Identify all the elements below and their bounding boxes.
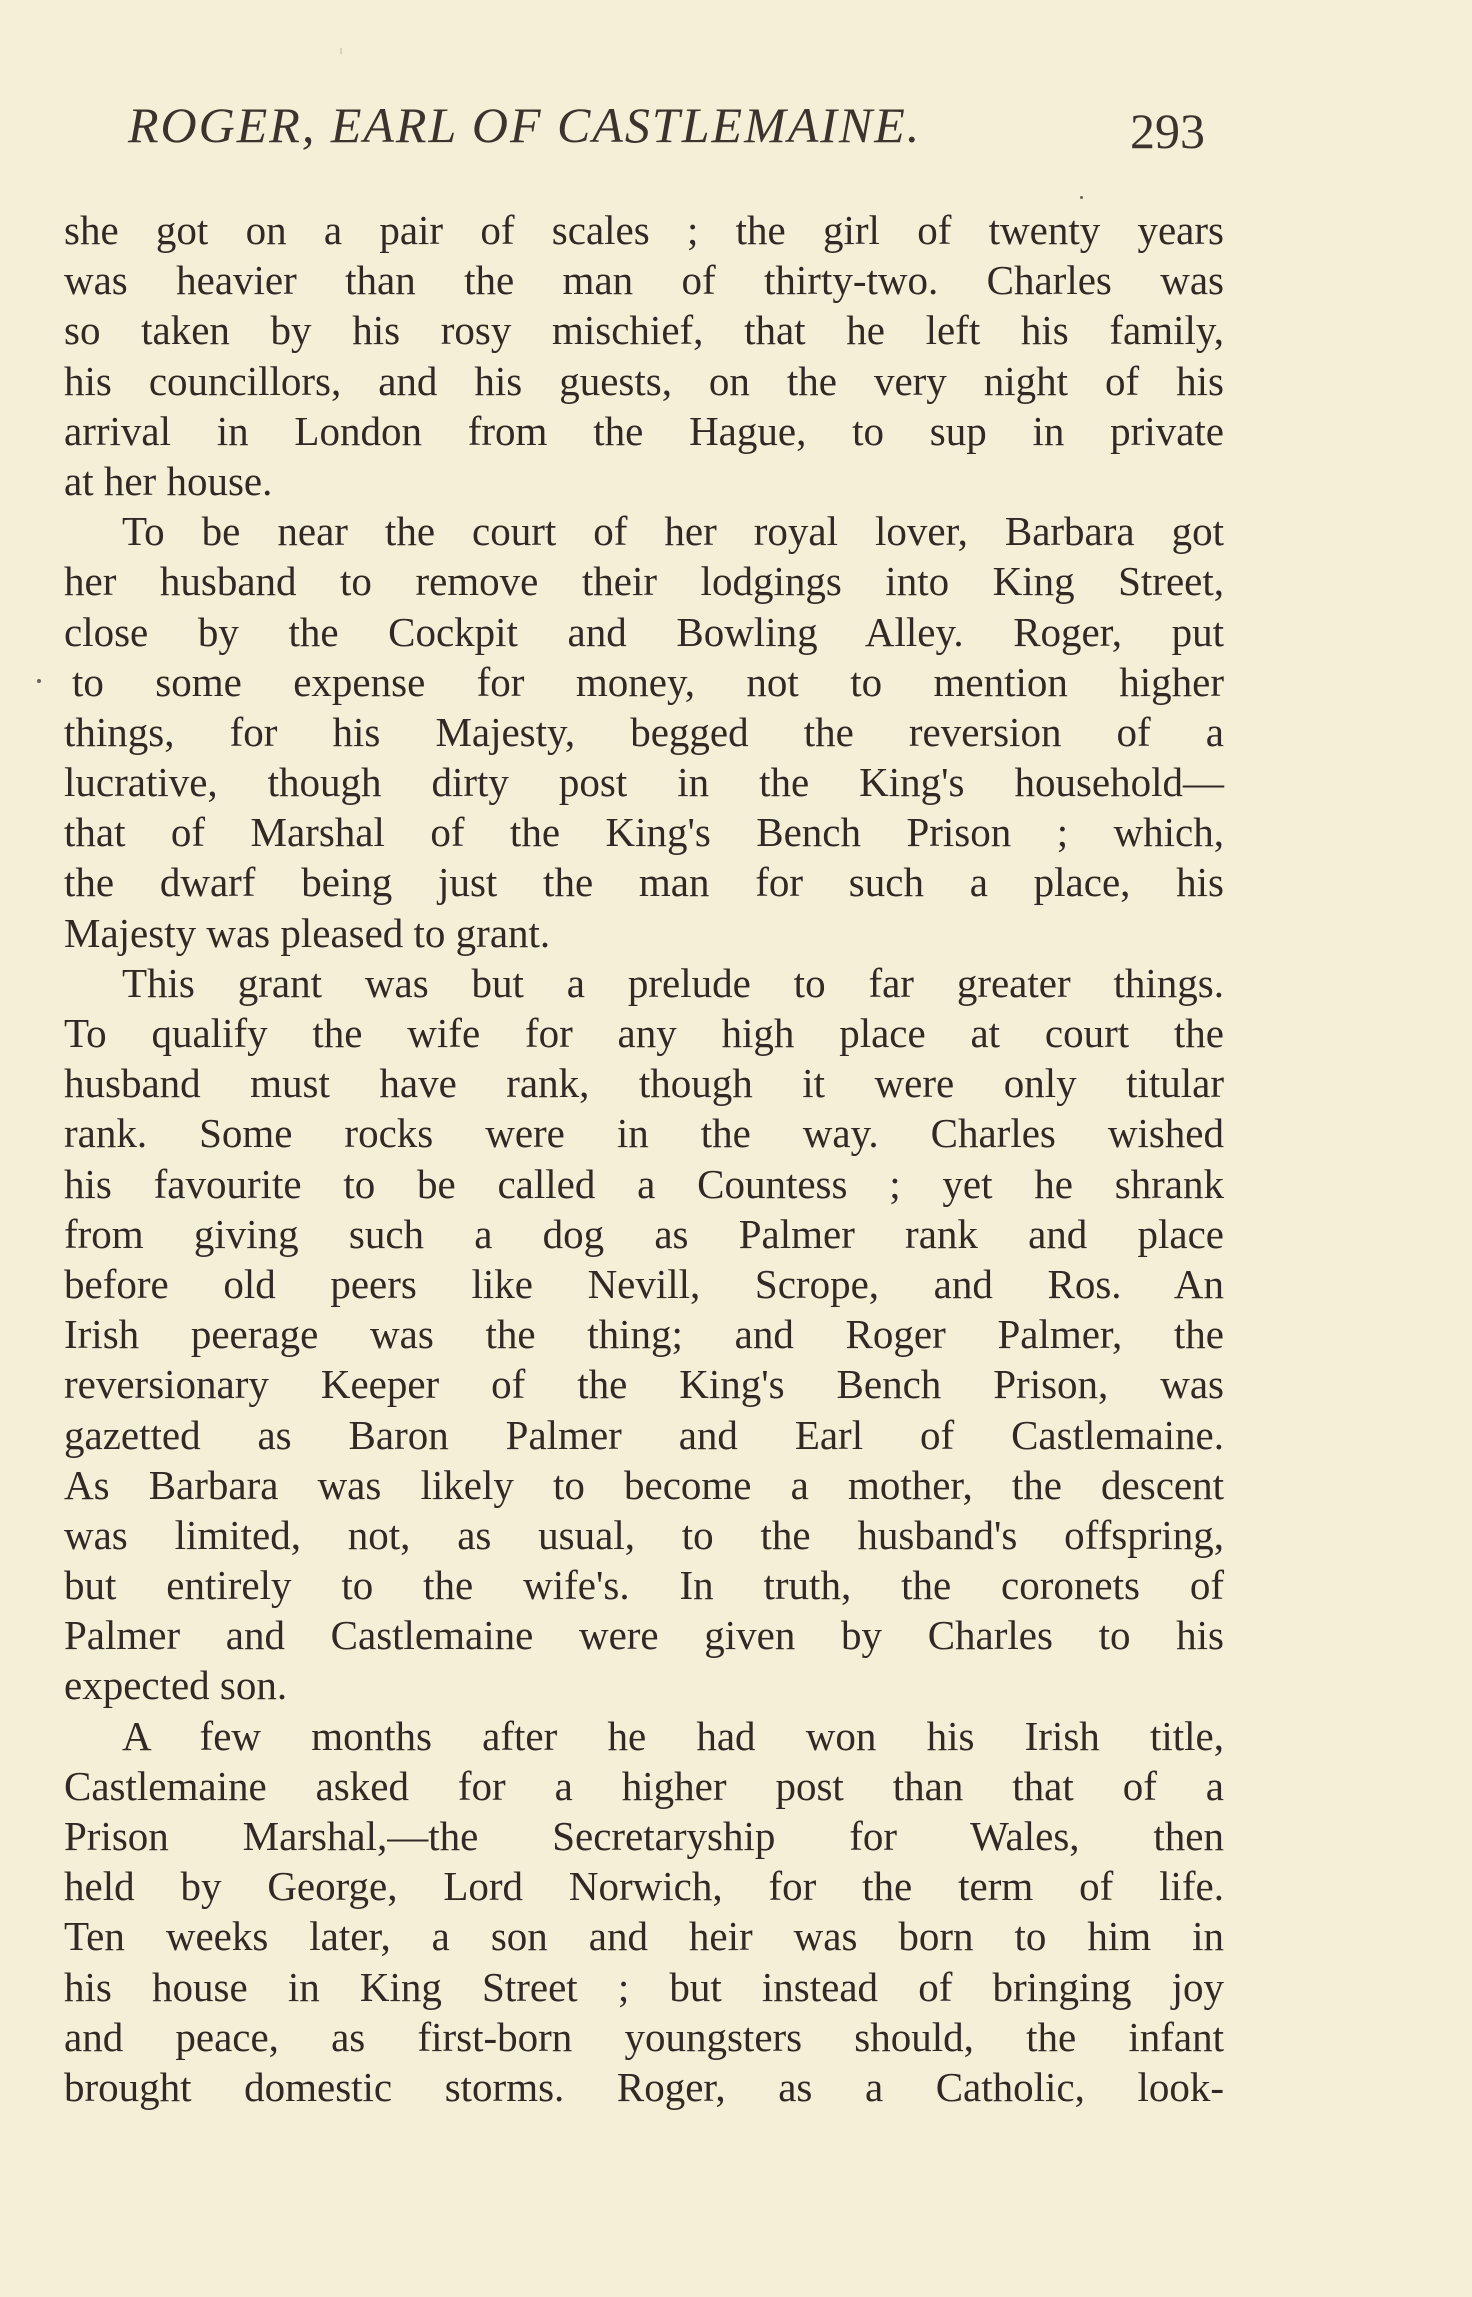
- text-line: at her house.: [64, 457, 273, 504]
- text-line: As Barbara was likely to become a mother, the descent: [64, 1461, 1224, 1508]
- text-line: her husband to remove their lodgings into King Street,: [64, 558, 1224, 605]
- paragraph-first-line: This grant was but a prelude to far greater things.: [122, 959, 1224, 1006]
- text-line: was heavier than the man of thirty-two. Charles was: [64, 257, 1224, 304]
- text-line: to some expense for money, not to mention higher: [72, 658, 1224, 705]
- text-line: the dwarf being just the man for such a place, his: [64, 859, 1224, 906]
- text-line: reversionary Keeper of the King's Bench Prison, was: [64, 1361, 1224, 1408]
- page-speck: [1080, 196, 1083, 199]
- text-line: that of Marshal of the King's Bench Prison ; which,: [64, 809, 1224, 856]
- text-line: Prison Marshal,—the Secretaryship for Wales, then: [64, 1813, 1224, 1859]
- text-line: she got on a pair of scales ; the girl of twenty years: [64, 207, 1224, 253]
- text-line: arrival in London from the Hague, to sup in private: [64, 407, 1224, 454]
- body-text: [64, 205, 1224, 2112]
- text-line: before old peers like Nevill, Scrope, and Ros. An: [64, 1260, 1224, 1307]
- page-speck: [340, 48, 342, 54]
- running-title: ROGER, EARL OF CASTLEMAINE.: [128, 97, 922, 153]
- paragraph-first-line: A few months after he had won his Irish title,: [122, 1712, 1224, 1759]
- text-line: and peace, as first-born youngsters should, the infant: [64, 2013, 1224, 2060]
- text-line: from giving such a dog as Palmer rank and place: [64, 1210, 1224, 1257]
- text-line: his house in King Street ; but instead of bringing joy: [64, 1963, 1224, 2010]
- text-line: Majesty was pleased to grant.: [64, 909, 551, 956]
- paragraph-first-line: To be near the court of her royal lover, Barbara got: [122, 508, 1224, 555]
- text-line: Ten weeks later, a son and heir was born to him in: [64, 1913, 1224, 1960]
- text-line: Irish peerage was the thing; and Roger Palmer, the: [64, 1311, 1224, 1358]
- text-line: his favourite to be called a Countess ; yet he shrank: [64, 1160, 1224, 1207]
- running-head: [128, 96, 1228, 166]
- page-number: 293: [1130, 103, 1205, 159]
- text-line: To qualify the wife for any high place at court the: [64, 1010, 1224, 1056]
- text-line: expected son.: [64, 1662, 288, 1709]
- text-line: Castlemaine asked for a higher post than that of a: [64, 1762, 1224, 1809]
- text-line: husband must have rank, though it were only titular: [64, 1060, 1224, 1107]
- text-line: held by George, Lord Norwich, for the term of life.: [64, 1863, 1224, 1910]
- margin-mark: [37, 679, 41, 683]
- text-line: was limited, not, as usual, to the husband's offspring,: [64, 1511, 1224, 1558]
- text-line: things, for his Majesty, begged the reversion of a: [64, 708, 1224, 755]
- text-line: close by the Cockpit and Bowling Alley. Roger, put: [64, 608, 1224, 655]
- text-line: so taken by his rosy mischief, that he left his family,: [64, 307, 1224, 354]
- text-line: Palmer and Castlemaine were given by Charles to his: [64, 1612, 1224, 1659]
- text-line: rank. Some rocks were in the way. Charles wished: [64, 1110, 1224, 1157]
- text-line: brought domestic storms. Roger, as a Catholic, look-: [64, 2063, 1224, 2110]
- text-line: but entirely to the wife's. In truth, the coronets of: [64, 1562, 1224, 1609]
- text-line: gazetted as Baron Palmer and Earl of Castlemaine.: [64, 1411, 1224, 1458]
- text-line: lucrative, though dirty post in the King's household—: [64, 759, 1224, 806]
- text-line: his councillors, and his guests, on the very night of his: [64, 357, 1224, 404]
